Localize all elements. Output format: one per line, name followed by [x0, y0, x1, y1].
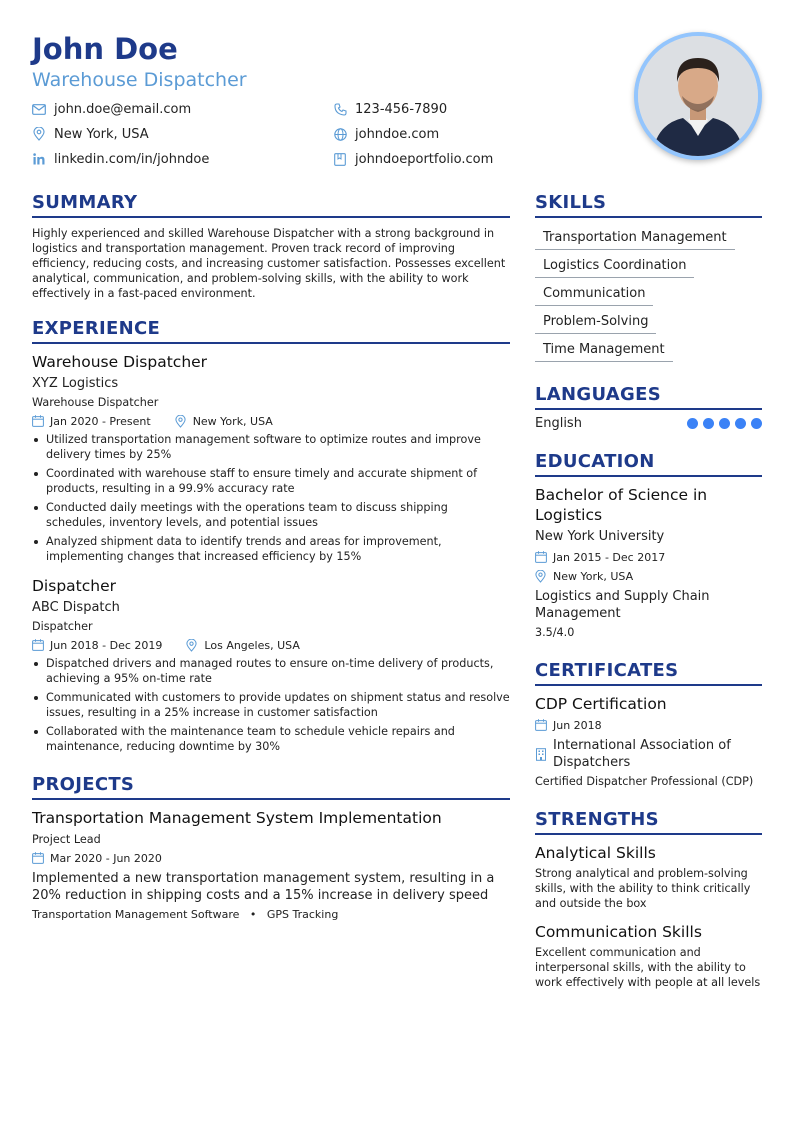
job-position: Warehouse Dispatcher [32, 353, 208, 371]
experience-section [32, 318, 510, 754]
contact-location-text: New York, USA [54, 126, 149, 142]
projects-title: PROJECTS [32, 774, 510, 800]
level-dot [719, 418, 730, 429]
level-dot [751, 418, 762, 429]
candidate-name: John Doe [32, 32, 178, 66]
certificate-date-row [535, 717, 762, 733]
contact-website[interactable] [333, 125, 439, 143]
education-school: New York University [535, 529, 665, 544]
linkedin-icon [32, 152, 46, 166]
contact-portfolio-text: johndoeportfolio.com [355, 151, 494, 167]
languages-title: LANGUAGES [535, 384, 762, 410]
projects-section [32, 774, 510, 922]
job-bullets [32, 432, 510, 564]
education-dates-row [535, 549, 762, 565]
strength-name: Analytical Skills [535, 844, 656, 862]
summary-section [32, 192, 510, 301]
strength-text: Strong analytical and problem-solving skills, with the ability to think critically and outside the box [535, 867, 751, 910]
project-tag: Transportation Management Software [32, 908, 240, 921]
experience-item [32, 352, 510, 564]
skill-item: Transportation Management [535, 229, 735, 250]
job-subtitle: Warehouse Dispatcher [32, 396, 159, 409]
job-meta [32, 413, 510, 429]
summary-title: SUMMARY [32, 192, 510, 218]
job-company: ABC Dispatch [32, 600, 120, 615]
education-location-row [535, 568, 762, 584]
calendar-icon [535, 551, 547, 563]
list-item: Dispatched drivers and managed routes to ensure on-time delivery of products, achieving a 95% on-time rate [32, 656, 510, 686]
strengths-section [535, 809, 762, 990]
education-degree: Bachelor of Science in Logistics [535, 486, 708, 524]
tag-separator: • [249, 908, 257, 921]
experience-title: EXPERIENCE [32, 318, 510, 344]
location-icon [535, 570, 547, 582]
email-icon [32, 102, 46, 116]
education-dates: Jan 2015 - Dec 2017 [553, 550, 666, 564]
job-company: XYZ Logistics [32, 376, 119, 391]
languages-section [535, 384, 762, 431]
right-column [535, 192, 762, 990]
education-location: New York, USA [553, 569, 634, 583]
summary-text: Highly experienced and skilled Warehouse Dispatcher with a strong background in logistics and transportation management. Proven track record of improving efficiency, reducing costs, and increasing customer satisfaction. Possesses excellent analytical, communication, and problem-solving skills, with the ability to work effectively in a fast-paced environment. [32, 227, 506, 300]
calendar-icon [32, 852, 44, 864]
list-item: Coordinated with warehouse staff to ensure timely and accurate shipment of products, resulting in a 99.9% accuracy rate [32, 466, 510, 496]
strength-item [535, 922, 762, 990]
job-subtitle: Dispatcher [32, 620, 93, 633]
education-section [535, 451, 762, 640]
project-dates: Mar 2020 - Jun 2020 [50, 851, 162, 865]
phone-icon [333, 102, 347, 116]
candidate-role: Warehouse Dispatcher [32, 69, 247, 91]
education-field: Logistics and Supply Chain Management [535, 589, 710, 621]
experience-item [32, 576, 510, 754]
project-name: Transportation Management System Implementation [32, 809, 442, 827]
job-bullets [32, 656, 510, 754]
level-dot [703, 418, 714, 429]
level-dot [687, 418, 698, 429]
skills-list [535, 226, 762, 366]
language-level [687, 418, 762, 429]
language-name: English [535, 416, 582, 431]
strength-text: Excellent communication and interpersonal skills, with the ability to work effectively with people at all levels [535, 946, 761, 989]
skills-title: SKILLS [535, 192, 762, 218]
skill-item: Problem-Solving [535, 313, 656, 334]
certificate-description: Certified Dispatcher Professional (CDP) [535, 775, 754, 788]
project-tag: GPS Tracking [266, 908, 339, 921]
certificates-title: CERTIFICATES [535, 660, 762, 686]
job-location: New York, USA [192, 414, 273, 428]
contact-phone[interactable] [333, 100, 447, 118]
contact-portfolio[interactable] [333, 150, 493, 168]
list-item: Analyzed shipment data to identify trends and areas for improvement, implementing changes that increased efficiency by 15% [32, 534, 510, 564]
left-column [32, 192, 510, 922]
strengths-title: STRENGTHS [535, 809, 762, 835]
certificate-issuer: International Association of Dispatchers [553, 738, 731, 770]
location-icon [186, 639, 198, 651]
project-tags [32, 907, 510, 922]
job-dates: Jan 2020 - Present [50, 414, 151, 428]
project-meta [32, 850, 510, 866]
location-icon [175, 415, 187, 427]
calendar-icon [32, 639, 44, 651]
project-item [32, 808, 510, 922]
list-item: Utilized transportation management software to optimize routes and improve delivery times by 25% [32, 432, 510, 462]
calendar-icon [32, 415, 44, 427]
skill-item: Communication [535, 285, 653, 306]
location-icon [32, 127, 46, 141]
certificates-section [535, 660, 762, 789]
list-item: Collaborated with the maintenance team to schedule vehicle repairs and maintenance, reducing downtime by 30% [32, 724, 510, 754]
list-item: Conducted daily meetings with the operations team to discuss shipping schedules, inventory levels, and potential issues [32, 500, 510, 530]
contact-linkedin[interactable] [32, 150, 209, 168]
language-item [535, 416, 762, 431]
education-title: EDUCATION [535, 451, 762, 477]
project-description: Implemented a new transportation management system, resulting in a 20% reduction in shipping costs and a 15% increase in delivery speed [32, 871, 495, 903]
skill-item: Time Management [535, 341, 673, 362]
certificate-name: CDP Certification [535, 695, 667, 713]
profile-photo [634, 32, 762, 160]
skills-section [535, 192, 762, 366]
skill-item: Logistics Coordination [535, 257, 694, 278]
list-item: Communicated with customers to provide updates on shipment status and resolve issues, resulting in a 25% increase in customer satisfaction [32, 690, 510, 720]
contact-phone-text: 123-456-7890 [355, 101, 448, 117]
contact-location [32, 125, 149, 143]
calendar-icon [535, 719, 547, 731]
project-role: Project Lead [32, 833, 101, 846]
contact-linkedin-text: linkedin.com/in/johndoe [54, 151, 210, 167]
building-icon [535, 748, 547, 760]
certificate-date: Jun 2018 [553, 718, 602, 732]
education-gpa: 3.5/4.0 [535, 626, 575, 639]
job-position: Dispatcher [32, 577, 116, 595]
job-location: Los Angeles, USA [204, 638, 300, 652]
contact-website-text: johndoe.com [355, 126, 440, 142]
resume-header [32, 30, 762, 170]
certificate-issuer-row [535, 737, 762, 771]
job-meta [32, 637, 510, 653]
globe-icon [333, 127, 347, 141]
portfolio-icon [333, 152, 347, 166]
contact-email[interactable] [32, 100, 191, 118]
strength-name: Communication Skills [535, 923, 702, 941]
strength-item [535, 843, 762, 911]
job-dates: Jun 2018 - Dec 2019 [50, 638, 163, 652]
level-dot [735, 418, 746, 429]
contact-email-text: john.doe@email.com [54, 101, 192, 117]
